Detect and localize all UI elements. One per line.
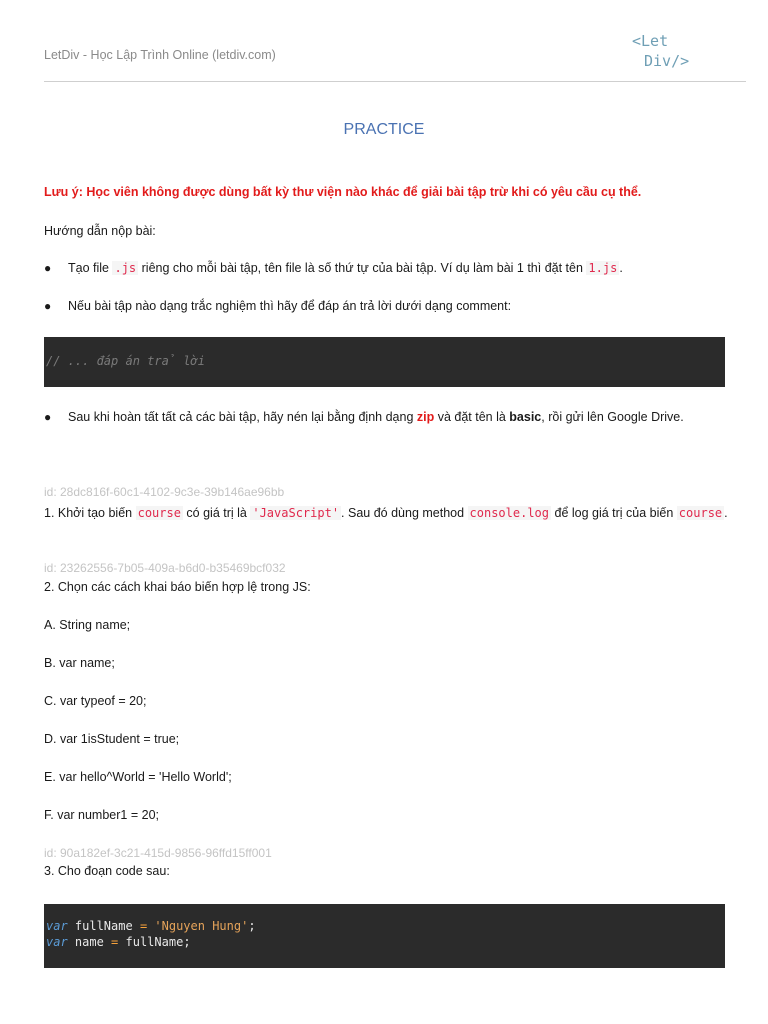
text-run: . [619, 261, 623, 275]
site-header-text: LetDiv - Học Lập Trình Online (letdiv.com) [44, 48, 276, 62]
text-run: để log giá trị của biến [551, 506, 677, 520]
bullet-text [44, 408, 724, 427]
inline-code-course: course [137, 506, 181, 520]
code-operator: = [111, 935, 119, 949]
code-identifier: fullName [118, 935, 184, 949]
inline-code-javascript: 'JavaScript' [252, 506, 340, 520]
guide-heading: Hướng dẫn nộp bài: [44, 224, 156, 238]
option-b: B. var name; [44, 656, 115, 670]
text-run: Tạo file [68, 261, 113, 275]
inline-code-course-2: course [678, 506, 723, 520]
logo-line-2: Div/> [644, 52, 690, 70]
bullet-text: Nếu bài tập nào dạng trắc nghiệm thì hãy để đáp án trả lời dưới dạng comment: [68, 299, 512, 313]
code-line-1 [46, 918, 256, 934]
letdiv-logo [632, 31, 689, 71]
inline-code-js: .js [114, 261, 137, 275]
text-run: 1. Khởi tạo biến [44, 506, 136, 520]
warning-note: Lưu ý: Học viên không được dùng bất kỳ thư viện nào khác để giải bài tập trừ khi có yêu cầu cụ thể. [44, 185, 642, 199]
code-block-fullname [44, 904, 725, 968]
text-run: , rồi gửi lên Google Drive. [541, 410, 684, 424]
question-1-text [44, 503, 734, 523]
bullet-item-1 [44, 259, 724, 278]
bullet-dot: ● [44, 299, 52, 313]
question-3-text: 3. Cho đoạn code sau: [44, 864, 170, 878]
bullet-dot: ● [44, 410, 52, 424]
bullet-item-2 [44, 297, 724, 316]
code-block-comment [44, 337, 725, 387]
code-operator: = [139, 919, 148, 933]
option-a: A. String name; [44, 618, 131, 632]
option-e: E. var hello^World = 'Hello World'; [44, 770, 232, 784]
code-semicolon: ; [248, 919, 256, 933]
code-semicolon: ; [183, 935, 191, 949]
option-c: C. var typeof = 20; [44, 694, 147, 708]
question-2-text: 2. Chọn các cách khai báo biến hợp lệ trong JS: [44, 580, 311, 594]
code-identifier: fullName [67, 919, 140, 933]
question-3-id: id: 90a182ef-3c21-415d-9856-96ffd15ff001 [44, 846, 272, 860]
text-run: Sau khi hoàn tất tất cả các bài tập, hãy nén lại bằng định dạng [68, 410, 417, 424]
page-title: PRACTICE [343, 121, 425, 138]
text-run: . Sau đó dùng method [341, 506, 468, 520]
bullet-text [44, 259, 724, 278]
inline-code-console-log: console.log [469, 506, 550, 520]
basic-keyword: basic [509, 410, 542, 424]
bullet-dot: ● [44, 261, 52, 275]
header-divider [44, 81, 746, 82]
code-line-2 [46, 934, 191, 950]
text-run: . [724, 506, 728, 520]
code-keyword: var [46, 919, 68, 933]
text-run: và đặt tên là [434, 410, 510, 424]
logo-line-1: <Let [632, 32, 669, 50]
question-2-id: id: 23262556-7b05-409a-b6d0-b35469bcf032 [44, 561, 286, 575]
code-string: 'Nguyen Hung' [154, 919, 249, 933]
text-run: riêng cho mỗi bài tập, tên file là số thứ tự của bài tập. Ví dụ làm bài 1 thì đặt tên [138, 261, 587, 275]
question-1-id: id: 28dc816f-60c1-4102-9c3e-39b146ae96bb [44, 485, 285, 499]
code-keyword: var [46, 935, 68, 949]
zip-keyword: zip [416, 410, 435, 424]
inline-code-filename: 1.js [588, 261, 618, 275]
bullet-item-3 [44, 408, 724, 427]
option-f: F. var number1 = 20; [44, 808, 159, 822]
code-comment-line: // ... đáp án trả lời [46, 354, 205, 368]
option-d: D. var 1isStudent = true; [44, 732, 180, 746]
text-run: có giá trị là [182, 506, 251, 520]
code-identifier: name [67, 935, 112, 949]
